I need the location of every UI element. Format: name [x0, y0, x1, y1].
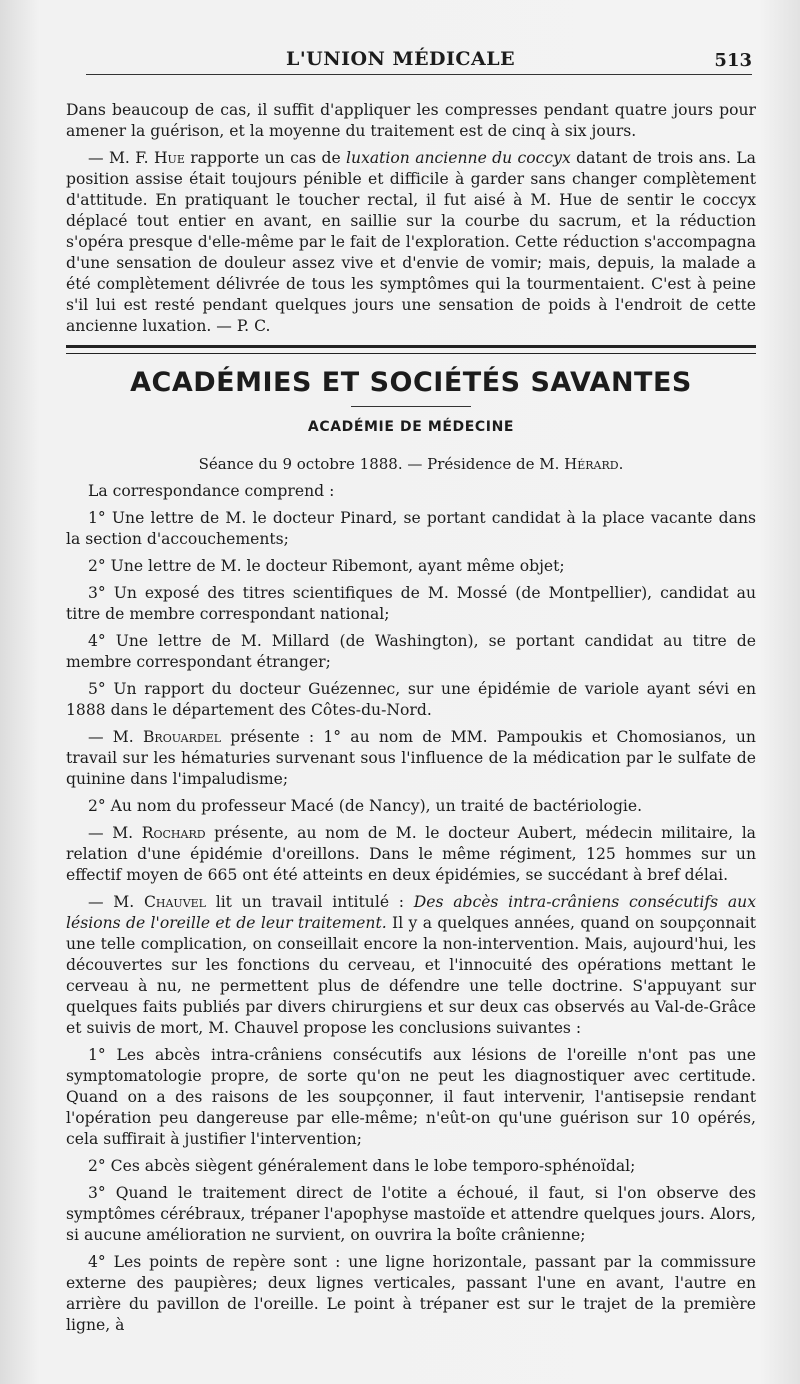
hue-text-after: datant de trois ans. La position assise était toujours pénible et difficile à garder sans changer complètement d'attitude. En pratiquant le toucher rectal, il fut aisé à M. Hue de sentir le coccyx déplacé tout entier en avant, en saillie sur la courbe du sacrum, et la réduction s'opéra presque d'elle-même par le fait de l'exploration. Cette réduction s'accompagna d'une sensation de douleur assez vive et d'envie de vomir; mais, depuis, la malade a été complètement délivrée de tous les symptômes qui la tourmentaient. C'est à peine s'il lui est resté pendant quelques jours une sensation de poids à l'endroit de cette ancienne luxation. — P. C.	[66, 149, 756, 335]
correspondance-item: 5° Un rapport du docteur Guézennec, sur une épidémie de variole ayant sévi en 1888 dans le département des Côtes-du-Nord.	[66, 680, 756, 719]
session-line	[66, 454, 756, 475]
hue-text-before: rapporte un cas de	[190, 149, 341, 167]
correspondance-item: 3° Un exposé des titres scientifiques de M. Mossé (de Montpellier), candidat au titre de membre correspondant national;	[66, 584, 756, 623]
correspondance-item: 4° Une lettre de M. Millard (de Washington), se portant candidat au titre de membre correspondant étranger;	[66, 632, 756, 671]
chauvel-text-before: lit un travail intitulé :	[215, 893, 405, 911]
rochard-text: présente, au nom de M. le docteur Aubert, médecin militaire, la relation d'une épidémie d'oreillons. Dans le même régiment, 125 hommes sur un effectif moyen de 665 ont été atteints en deux épidémies, se succédant à bref délai.	[66, 824, 756, 884]
page-body	[66, 100, 756, 1342]
conclusion-item: 4° Les points de repère sont : une ligne horizontale, passant par la commissure externe des paupières; deux lignes verticales, passant l'une en avant, l'autre en arrière du pavillon de l'oreille. Le point à trépaner est sur le trajet de la première ligne, à	[66, 1253, 756, 1334]
conclusion-item: 1° Les abcès intra-crâniens consécutifs aux lésions de l'oreille n'ont pas une symptomatologie propre, de sorte qu'on ne peut les diagnostiquer avec certitude. Quand on a des raisons de les soupçonner, il faut intervenir, l'antisepsie rendant l'opération peu dangereuse par elle-même; n'eût-on qu'une guérison sur 10 opérés, cela suffirait à justifier l'intervention;	[66, 1046, 756, 1148]
section-title: ACADÉMIES ET SOCIÉTÉS SAVANTES	[130, 367, 692, 398]
brouardel-name: Brouardel	[142, 728, 222, 746]
chauvel-name: Chauvel	[143, 893, 206, 911]
header-rule	[86, 74, 752, 75]
chauvel-dash: — M.	[88, 893, 135, 911]
brouardel-paragraph	[66, 727, 756, 790]
brouardel-second-item: 2° Au nom du professeur Macé (de Nancy), un traité de bactériologie.	[88, 797, 643, 815]
chauvel-text-after: Il y a quelques années, quand on soupçonnait une telle complication, on conseillait encore la non-intervention. Mais, aujourd'hui, les découvertes sur les fonctions du cerveau, et l'innocuité des opérations mettant le cerveau à nu, ne permettent plus de défendre une telle doctrine. S'appuyant sur quelques faits publiés par divers chirurgiens et sur deux cas observés au Val-de-Grâce et suivis de mort, M. Chauvel propose les conclusions suivantes :	[66, 914, 756, 1037]
brouardel-text: présente : 1° au nom de MM. Pampoukis et Chomosianos, un travail sur les hématuries survenant sous l'influence de la médication par le sulfate de quinine dans l'impaludisme;	[66, 728, 756, 788]
page-header	[86, 48, 752, 78]
subsection-title: ACADÉMIE DE MÉDECINE	[307, 419, 515, 435]
top-paragraph: Dans beaucoup de cas, il suffit d'appliquer les compresses pendant quatre jours pour amener la guérison, et la moyenne du traitement est de cinq à six jours.	[66, 101, 756, 140]
rochard-paragraph	[66, 823, 756, 886]
brouardel-dash: — M.	[88, 728, 134, 746]
chauvel-italic-title: Des abcès intra-crâniens consécutifs aux lésions de l'oreille et de leur traitement.	[66, 893, 756, 932]
section-divider	[66, 345, 756, 354]
conclusion-item: 3° Quand le traitement direct de l'otite a échoué, il faut, si l'on observe des symptômes cérébraux, trépaner l'apophyse mastoïde et attendre quelques jours. Alors, si aucune amélioration ne survient, on ouvrira la boîte crânienne;	[66, 1184, 756, 1244]
hue-dash: — M. F.	[88, 149, 149, 167]
correspondance-intro: La correspondance comprend :	[88, 482, 335, 500]
hue-italic-title: luxation ancienne du coccyx	[346, 149, 571, 167]
hue-author: Hue	[153, 149, 185, 167]
conclusion-item: 2° Ces abcès siègent généralement dans le lobe temporo-sphénoïdal;	[88, 1157, 636, 1175]
session-prefix: Séance du 9 octobre 1888. — Présidence de M.	[198, 455, 560, 473]
correspondance-item: 1° Une lettre de M. le docteur Pinard, se portant candidat à la place vacante dans la section d'accouchements;	[66, 509, 756, 548]
running-title: L'UNION MÉDICALE	[286, 48, 516, 70]
session-president: Hérard.	[564, 455, 624, 473]
rochard-dash: — M.	[88, 824, 134, 842]
section-short-rule	[351, 406, 471, 407]
correspondance-item: 2° Une lettre de M. le docteur Ribemont, ayant même objet;	[88, 557, 565, 575]
rochard-name: Rochard	[141, 824, 206, 842]
hue-report-paragraph	[66, 148, 756, 337]
page-number: 513	[714, 50, 752, 71]
chauvel-paragraph	[66, 892, 756, 1039]
